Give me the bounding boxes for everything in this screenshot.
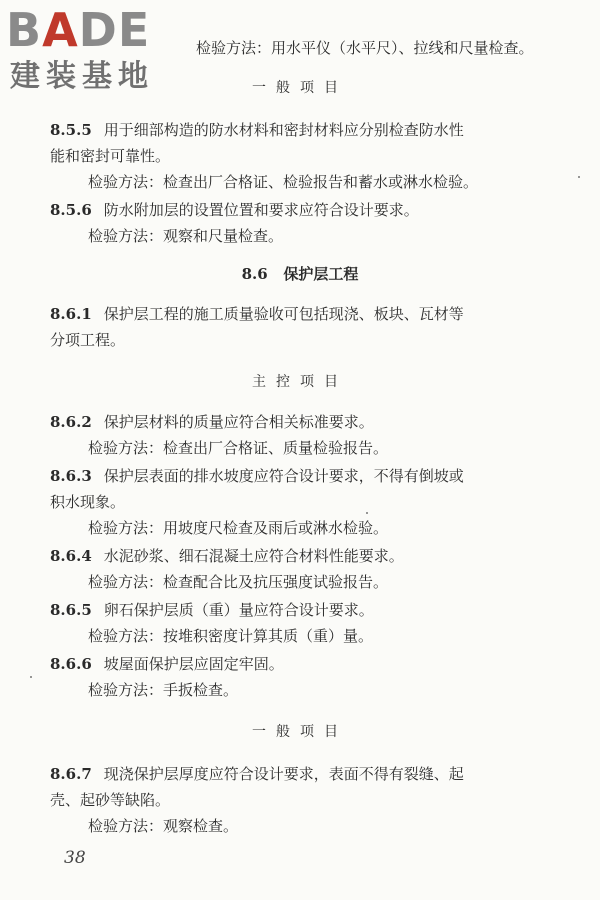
clause-number: 8.6.3 [50,467,92,485]
top-method-line [196,38,534,58]
page-number: 38 [64,848,86,868]
method-8-5-6: 检验方法：观察和尺量检查。 [88,227,284,245]
clause-8-6-5 [50,600,374,620]
clause-8-6-1 [50,304,464,324]
logo-subtitle: 建装基地 [10,59,154,94]
clause-text: 防水附加层的设置位置和要求应符合设计要求。 [103,201,419,219]
scan-speck [30,676,32,678]
scan-speck [366,512,368,514]
logo-letter-b: B [6,3,43,57]
clause-8-6-1-cont: 分项工程。 [50,331,126,349]
clause-text: 坡屋面保护层应固定牢固。 [103,655,284,673]
clause-text: 水泥砂浆、细石混凝土应符合材料性能要求。 [103,547,404,565]
clause-text: 现浇保护层厚度应符合设计要求，表面不得有裂缝、起 [103,765,464,783]
clause-text: 保护层材料的质量应符合相关标准要求。 [103,413,374,431]
clause-text: 保护层工程的施工质量验收可包括现浇、板块、瓦材等 [103,305,464,323]
clause-8-5-6 [50,200,419,220]
method-8-6-4: 检验方法：检查配合比及抗压强度试验报告。 [88,573,389,591]
clause-number: 8.6.7 [50,765,92,783]
clause-8-6-3 [50,466,464,486]
top-method-text: 检验方法：用水平仪（水平尺）、拉线和尺量检查。 [196,39,534,57]
clause-number: 8.5.6 [50,201,92,219]
clause-number: 8.6.5 [50,601,92,619]
clause-number: 8.6.6 [50,655,92,673]
clause-8-6-7-cont: 壳、起砂等缺陷。 [50,791,171,809]
scan-speck [578,176,580,178]
method-8-5-5: 检验方法：检查出厂合格证、检验报告和蓄水或淋水检验。 [88,173,479,191]
clause-number: 8.6.1 [50,305,92,323]
clause-text: 卵石保护层质（重）量应符合设计要求。 [103,601,374,619]
logo-letter-a: A [42,3,79,57]
clause-text: 用于细部构造的防水材料和密封材料应分别检查防水性 [103,121,464,139]
logo-letters-de: DE [78,3,151,57]
heading-main-control: 主控项目 [252,374,348,390]
clause-8-6-7 [50,764,464,784]
clause-number: 8.5.5 [50,121,92,139]
clause-8-6-4 [50,546,404,566]
section-8-6-title [0,264,600,284]
clause-number: 8.6.2 [50,413,92,431]
method-8-6-2: 检验方法：检查出厂合格证、质量检验报告。 [88,439,389,457]
clause-8-5-5-cont: 能和密封可靠性。 [50,147,171,165]
clause-8-5-5 [50,120,464,140]
method-8-6-5: 检验方法：按堆积密度计算其质（重）量。 [88,627,374,645]
heading-general-1: 一般项目 [252,80,348,96]
clause-number: 8.6.4 [50,547,92,565]
heading-general-2: 一般项目 [252,724,348,740]
clause-8-6-2 [50,412,374,432]
clause-8-6-6 [50,654,284,674]
method-8-6-7: 检验方法：观察检查。 [88,817,239,835]
section-title-text: 保护层工程 [283,265,359,283]
method-8-6-3: 检验方法：用坡度尺检查及雨后或淋水检验。 [88,519,389,537]
clause-8-6-3-cont: 积水现象。 [50,493,126,511]
section-number: 8.6 [241,265,268,283]
logo-brand [6,3,151,57]
method-8-6-6: 检验方法：手扳检查。 [88,681,239,699]
clause-text: 保护层表面的排水坡度应符合设计要求，不得有倒坡或 [103,467,464,485]
